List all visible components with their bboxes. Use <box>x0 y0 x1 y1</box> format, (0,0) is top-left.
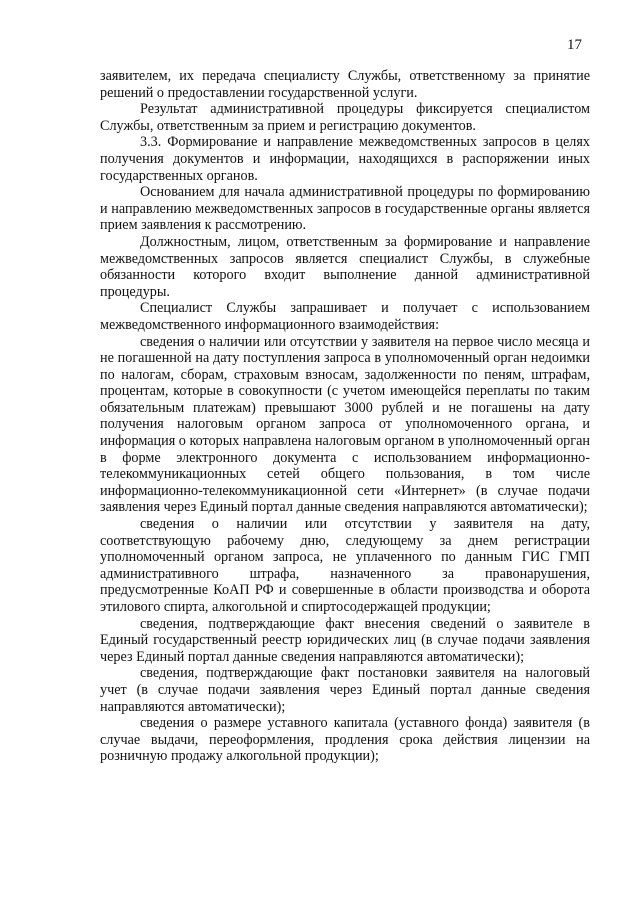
document-body <box>100 68 590 765</box>
section-heading-3-3: 3.3. Формирование и направление межведомственных запросов в целях получения документов и информации, находящихся в распоряжении иных государственных органов. <box>100 134 590 184</box>
paragraph-responsible: Должностным, лицом, ответственным за формирование и направление межведомственных запросов является специалист Службы, в служебные обязанности которого входит выполнение данной административной процедуры. <box>100 233 590 300</box>
paragraph-result: Результат административной процедуры фиксируется специалистом Службы, ответственным за прием и регистрацию документов. <box>100 101 590 134</box>
list-item-tax-arrears: сведения о наличии или отсутствии у заявителя на первое число месяца и не погашенной на дату поступления запроса в уполномоченный орган недоимки по налогам, сборам, страховым взносам, задолженности по пеням, штрафам, процентам, которые в совокупности (с учетом имеющейся переплаты по таким обязательным платежам) превышают 3000 рублей и не погашены на дату получения налоговым органом запроса от уполномоченного органа, и информация о которых направлена налоговым органом в уполномоченный орган в форме электронного документа с использованием информационно-телекоммуникационных сетей общего пользования, в том числе информационно-телекоммуникационной сети «Интернет» (в случае подачи заявления через Единый портал данные сведения направляются автоматически); <box>100 333 590 516</box>
list-item-egrul: сведения, подтверждающие факт внесения сведений о заявителе в Единый государственный реестр юридических лиц (в случае подачи заявления через Единый портал данные сведения направляются автоматически); <box>100 615 590 665</box>
paragraph-requests: Специалист Службы запрашивает и получает с использованием межведомственного информационного взаимодействия: <box>100 300 590 333</box>
paragraph-continuation: заявителем, их передача специалисту Службы, ответственному за принятие решений о предоставлении государственной услуги. <box>100 68 590 101</box>
page-number: 17 <box>567 37 582 53</box>
list-item-charter-capital: сведения о размере уставного капитала (уставного фонда) заявителя (в случае выдачи, переоформления, продления срока действия лицензии на розничную продажу алкогольной продукции); <box>100 715 590 765</box>
list-item-fine: сведения о наличии или отсутствии у заявителя на дату, соответствующую рабочему дню, следующему за днем регистрации уполномоченный органом запроса, не уплаченного по данным ГИС ГМП административного штрафа, назначенного за правонарушения, предусмотренные КоАП РФ и совершенные в области производства и оборота этилового спирта, алкогольной и спиртосодержащей продукции; <box>100 516 590 615</box>
list-item-tax-registration: сведения, подтверждающие факт постановки заявителя на налоговый учет (в случае подачи заявления через Единый портал данные сведения направляются автоматически); <box>100 665 590 715</box>
paragraph-basis: Основанием для начала административной процедуры по формированию и направлению межведомственных запросов в государственные органы является прием заявления к рассмотрению. <box>100 184 590 234</box>
